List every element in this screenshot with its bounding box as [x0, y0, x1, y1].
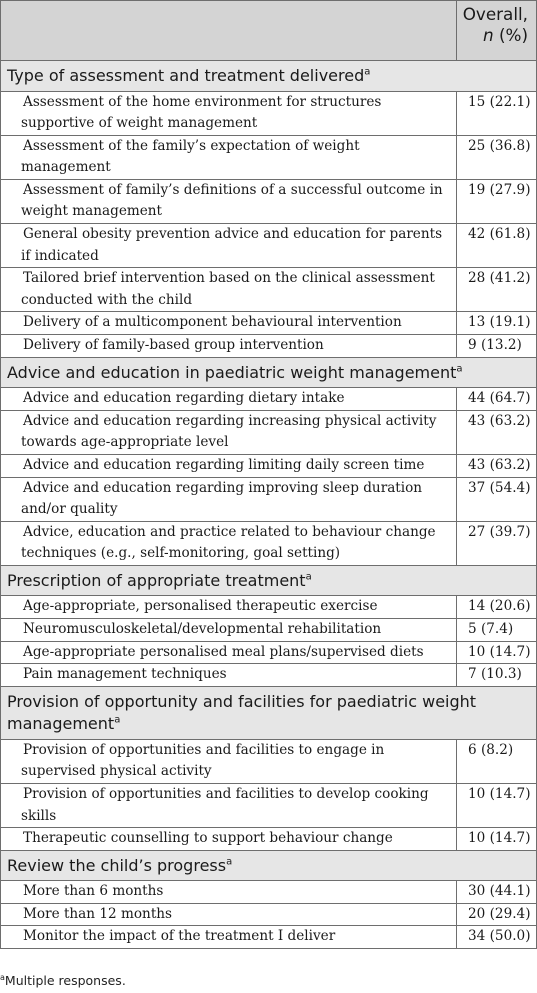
section-note-mark: a — [114, 714, 121, 726]
row-label: Advice and education regarding limiting daily screen time — [1, 454, 457, 477]
row-label: Therapeutic counselling to support behaviour change — [1, 828, 457, 851]
table-row — [1, 477, 537, 521]
table-row — [1, 903, 537, 926]
header-n-symbol: n — [482, 25, 494, 45]
row-label: Advice and education regarding improving sleep duration and/or quality — [1, 477, 457, 521]
row-value: 7 (10.3) — [457, 664, 537, 687]
row-value: 10 (14.7) — [457, 828, 537, 851]
row-label: Advice, education and practice related to behaviour change techniques (e.g., self-monitoring, goal setting) — [1, 521, 457, 565]
row-label: Delivery of a multicomponent behavioural intervention — [1, 312, 457, 335]
footnote — [0, 973, 126, 989]
row-value: 25 (36.8) — [457, 135, 537, 179]
row-value: 14 (20.6) — [457, 596, 537, 619]
table-row — [1, 521, 537, 565]
table-row — [1, 664, 537, 687]
section-title — [1, 357, 537, 388]
row-value: 42 (61.8) — [457, 224, 537, 268]
row-value: 10 (14.7) — [457, 641, 537, 664]
section-note-mark: a — [456, 363, 463, 375]
row-label: Assessment of family’s definitions of a successful outcome in weight management — [1, 179, 457, 223]
table-row — [1, 596, 537, 619]
table-row — [1, 179, 537, 223]
row-label: Delivery of family-based group intervention — [1, 335, 457, 358]
section-header-row — [1, 850, 537, 881]
row-label: Monitor the impact of the treatment I deliver — [1, 926, 457, 949]
table-header-row — [1, 1, 537, 61]
row-value: 20 (29.4) — [457, 903, 537, 926]
section-note-mark: a — [364, 66, 371, 78]
section-title-text: Advice and education in paediatric weight management — [7, 362, 457, 382]
table-row — [1, 335, 537, 358]
table-row — [1, 91, 537, 135]
section-header-row — [1, 686, 537, 739]
header-overall-cell — [457, 1, 537, 61]
row-value: 27 (39.7) — [457, 521, 537, 565]
row-value: 6 (8.2) — [457, 739, 537, 783]
table-row — [1, 268, 537, 312]
row-value: 28 (41.2) — [457, 268, 537, 312]
table-row — [1, 828, 537, 851]
row-label: Neuromusculoskeletal/developmental rehabilitation — [1, 618, 457, 641]
section-title — [1, 61, 537, 92]
row-label: Advice and education regarding dietary intake — [1, 388, 457, 411]
section-title — [1, 686, 537, 739]
row-label: Advice and education regarding increasing physical activity towards age-appropriate level — [1, 410, 457, 454]
row-label: More than 6 months — [1, 881, 457, 904]
row-value: 43 (63.2) — [457, 410, 537, 454]
section-title — [1, 565, 537, 596]
row-value: 13 (19.1) — [457, 312, 537, 335]
row-value: 37 (54.4) — [457, 477, 537, 521]
section-header-row — [1, 357, 537, 388]
row-label: Provision of opportunities and facilities to engage in supervised physical activity — [1, 739, 457, 783]
table-row — [1, 739, 537, 783]
section-title-text: Type of assessment and treatment delivered — [7, 66, 365, 85]
table-row — [1, 926, 537, 949]
table-body — [1, 61, 537, 949]
section-header-row — [1, 61, 537, 92]
table-row — [1, 135, 537, 179]
row-value: 30 (44.1) — [457, 881, 537, 904]
row-label: Pain management techniques — [1, 664, 457, 687]
table-row — [1, 454, 537, 477]
row-label: Provision of opportunities and facilities to develop cooking skills — [1, 783, 457, 827]
row-label: Assessment of the home environment for structures supportive of weight management — [1, 91, 457, 135]
header-overall-text: Overall, — [462, 4, 528, 24]
row-value: 5 (7.4) — [457, 618, 537, 641]
table-row — [1, 641, 537, 664]
row-value: 9 (13.2) — [457, 335, 537, 358]
section-title-text: Provision of opportunity and facilities for paediatric weight management — [7, 691, 477, 734]
row-label: General obesity prevention advice and education for parents if indicated — [1, 224, 457, 268]
row-value: 15 (22.1) — [457, 91, 537, 135]
footnote-mark: a — [0, 972, 5, 982]
section-title-text: Prescription of appropriate treatment — [7, 570, 306, 590]
row-value: 10 (14.7) — [457, 783, 537, 827]
section-header-row — [1, 565, 537, 596]
row-value: 19 (27.9) — [457, 179, 537, 223]
row-value: 34 (50.0) — [457, 926, 537, 949]
table-row — [1, 783, 537, 827]
table-row — [1, 881, 537, 904]
table-row — [1, 312, 537, 335]
section-title-text: Review the child’s progress — [7, 855, 227, 875]
table-row — [1, 388, 537, 411]
row-value: 43 (63.2) — [457, 454, 537, 477]
section-note-mark: a — [226, 856, 233, 868]
header-percent-text: (%) — [493, 25, 528, 45]
table-row — [1, 618, 537, 641]
row-label: Age-appropriate, personalised therapeutic exercise — [1, 596, 457, 619]
footnote-text: Multiple responses. — [4, 973, 126, 988]
row-value: 44 (64.7) — [457, 388, 537, 411]
section-title — [1, 850, 537, 881]
row-label: Assessment of the family’s expectation of weight management — [1, 135, 457, 179]
row-label: Tailored brief intervention based on the clinical assessment conducted with the child — [1, 268, 457, 312]
row-label: More than 12 months — [1, 903, 457, 926]
table-row — [1, 224, 537, 268]
row-label: Age-appropriate personalised meal plans/supervised diets — [1, 641, 457, 664]
table-row — [1, 410, 537, 454]
section-note-mark: a — [305, 571, 312, 583]
header-label-cell — [1, 1, 457, 61]
